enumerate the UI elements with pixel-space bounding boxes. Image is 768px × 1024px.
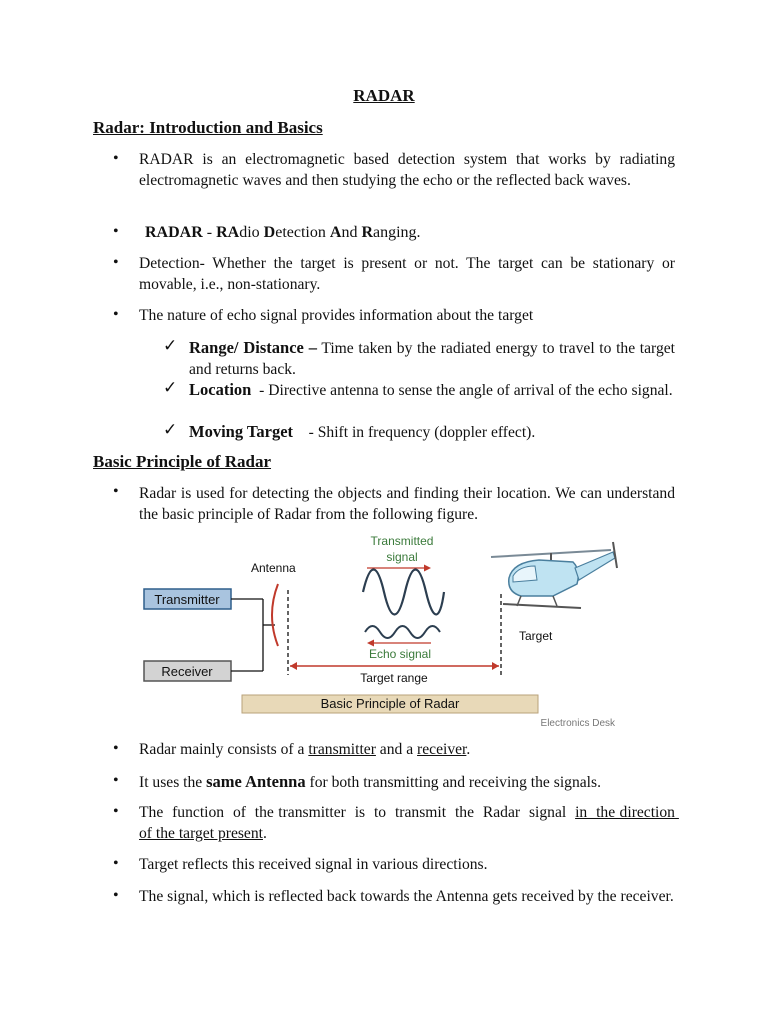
check-item-moving	[189, 421, 675, 443]
antenna-label: Antenna	[251, 561, 296, 575]
bullet-text-transmitter-function	[139, 802, 679, 844]
direction-phrase: in the direction of the target present	[139, 804, 679, 842]
bullet-icon: •	[113, 803, 119, 820]
helicopter-icon	[491, 542, 617, 608]
acronym-d: D	[263, 224, 276, 241]
section-heading-principle: Basic Principle of Radar	[93, 452, 272, 471]
checkmark-icon: ✓	[163, 378, 178, 397]
range-arrow-left-icon	[290, 662, 297, 670]
bullet-icon: •	[113, 150, 119, 167]
check-item-location	[189, 379, 675, 401]
transmitted-label-line2: signal	[386, 550, 418, 564]
page-title: RADAR	[353, 86, 415, 105]
range-arrow-right-icon	[492, 662, 499, 670]
echo-arrow-icon	[367, 640, 374, 647]
bullet-icon: •	[113, 254, 119, 271]
text-run: .	[262, 825, 267, 842]
receiver-term: receiver	[417, 741, 467, 758]
bullet-icon: •	[113, 483, 119, 500]
text-run: Radar mainly consists of a	[139, 741, 309, 758]
bullet-icon: •	[113, 772, 119, 789]
acronym-ra: RA	[216, 224, 240, 241]
bullet-text-echo-nature: The nature of echo signal provides information about the target	[139, 307, 534, 324]
bullet-icon: •	[113, 306, 119, 323]
checkmark-icon: ✓	[163, 420, 178, 439]
antenna-dish-icon	[272, 584, 278, 646]
check-desc-location: - Directive antenna to sense the angle of arrival of the echo signal.	[251, 382, 673, 399]
bullet-text-detection: Detection- Whether the target is present or not. The target can be stationary or movable, i.e., non-stationary.	[139, 255, 675, 293]
bullet-icon: •	[113, 223, 119, 240]
acronym-dash: -	[202, 224, 217, 241]
target-range-label: Target range	[360, 671, 428, 685]
acronym-dio: dio	[239, 224, 264, 241]
transmitted-arrow-icon	[424, 565, 431, 572]
text-run: It uses the	[139, 774, 207, 791]
figure-credit: Electronics Desk	[540, 718, 615, 729]
transmitted-label-line1: Transmitted	[370, 534, 434, 548]
transmitter-label: Transmitter	[154, 592, 220, 607]
transmitted-wave-icon	[363, 570, 444, 615]
acronym-r: R	[361, 224, 373, 241]
bullet-text-received: The signal, which is reflected back towards the Antenna gets received by the receiver.	[139, 888, 674, 905]
check-term-location: Location	[189, 380, 252, 399]
receiver-label: Receiver	[161, 664, 213, 679]
bullet-text-target-reflects: Target reflects this received signal in various directions.	[139, 856, 488, 873]
bullet-icon: •	[113, 740, 119, 757]
echo-label: Echo signal	[368, 647, 432, 661]
bullet-text-components	[139, 739, 675, 760]
check-term-moving: Moving Target	[189, 422, 294, 441]
check-term-range: Range/ Distance –	[189, 338, 317, 357]
acronym-word: RADAR	[145, 224, 203, 241]
text-run: for both transmitting and receiving the signals.	[305, 774, 601, 791]
same-antenna-term: same Antenna	[206, 772, 306, 791]
bullet-text-principle-intro: Radar is used for detecting the objects and finding their location. We can understand the basic principle of Radar from the following figure.	[139, 485, 675, 523]
text-run: The function of the transmitter is to transmit the Radar signal	[139, 804, 576, 821]
check-desc-moving: - Shift in frequency (doppler effect).	[293, 424, 536, 441]
figure-caption: Basic Principle of Radar	[320, 696, 460, 711]
transmitter-term: transmitter	[308, 741, 376, 758]
radar-principle-figure	[141, 530, 621, 730]
acronym-anging: anging.	[373, 224, 421, 241]
bullet-icon: •	[113, 887, 119, 904]
section-heading-introduction: Radar: Introduction and Basics	[93, 118, 323, 137]
acronym-a: A	[329, 224, 342, 241]
checkmark-icon: ✓	[163, 336, 178, 355]
echo-wave-icon	[365, 626, 440, 638]
bullet-text-antenna	[139, 771, 675, 793]
acronym-etection: etection	[275, 224, 330, 241]
acronym-nd: nd	[341, 224, 362, 241]
check-desc-range: Time taken by the radiated energy to travel to the target and returns back.	[189, 340, 675, 378]
text-run: .	[466, 741, 471, 758]
bullet-text-definition: RADAR is an electromagnetic based detection system that works by radiating electromagnetic waves and then studying the echo or the reflected back waves.	[139, 151, 675, 189]
target-label: Target	[519, 629, 553, 643]
check-item-range	[189, 337, 675, 380]
bullet-icon: •	[113, 855, 119, 872]
text-run: and a	[375, 741, 418, 758]
bullet-text-acronym	[145, 222, 681, 243]
